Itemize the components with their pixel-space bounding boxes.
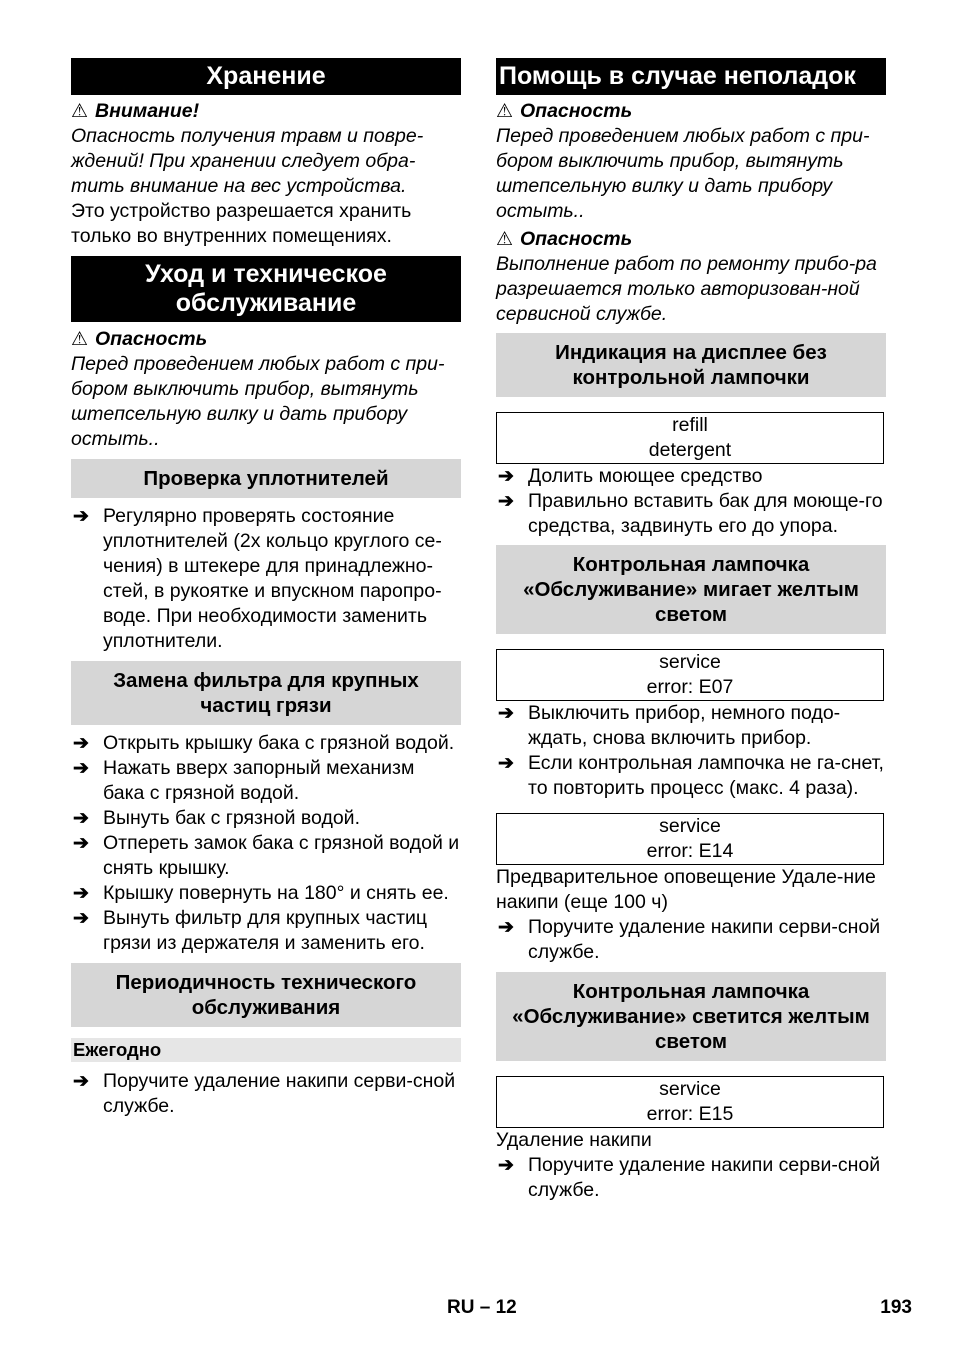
display-line: service [659,815,721,837]
care-warning-text: Перед проведением любых работ с при-бором выключить прибор, вытянуть штепсельную вилку и дать прибору остыть.. [71,353,445,450]
arrow-right-icon: ➔ [73,506,89,527]
box1-list [496,464,886,539]
list-item: ➔ Выключить прибор, немного подо-ждать, снова включить прибор. [498,702,841,749]
list-item: ➔ Поручите удаление накипи серви-сной службе. [73,1070,456,1117]
box4-text: Удаление накипи [496,1129,652,1151]
care-warning-label: Опасность [95,328,208,350]
arrow-right-icon: ➔ [498,1155,514,1176]
arrow-right-icon: ➔ [73,808,89,829]
list-item: ➔ Если контрольная лампочка не га-снет, то повторить процесс (макс. 4 раза). [498,752,884,799]
box2-list [496,701,886,801]
blink-heading: Контрольная лампочка «Обслуживание» мигает желтым светом [496,545,886,634]
page-number: 193 [880,1297,912,1318]
arrow-right-icon: ➔ [498,491,514,512]
arrow-right-icon: ➔ [498,703,514,724]
box3-text: Предварительное оповещение Удале-ние накипи (еще 100 ч) [496,866,876,913]
yearly-list [71,1069,461,1119]
list-item: ➔ Вынуть бак с грязной водой. [73,807,360,829]
arrow-right-icon: ➔ [73,908,89,929]
display-line: error: E15 [646,1103,734,1125]
display-line: error: E14 [646,840,734,862]
lit-heading: Контрольная лампочка «Обслуживание» светится желтым светом [496,972,886,1061]
danger2-label: Опасность [520,228,633,250]
help-heading: Помощь в случае неполадок [496,58,886,95]
danger2-text: Выполнение работ по ремонту прибо-ра разрешается только авторизован-ной сервисной службе. [496,253,877,325]
storage-warning [71,99,461,124]
warning-triangle-icon: ⚠ [496,101,514,122]
warning-triangle-icon: ⚠ [71,101,89,122]
arrow-right-icon: ➔ [73,833,89,854]
storage-heading: Хранение [71,58,461,95]
arrow-right-icon: ➔ [73,1071,89,1092]
interval-heading: Периодичность технического обслуживания [71,963,461,1027]
display-line: service [659,651,721,673]
arrow-right-icon: ➔ [73,733,89,754]
display-message-box [496,649,884,701]
display-line: refill [672,414,708,436]
arrow-right-icon: ➔ [73,758,89,779]
arrow-right-icon: ➔ [498,466,514,487]
arrow-right-icon: ➔ [498,753,514,774]
section-page-label: RU – 12 [447,1297,517,1318]
storage-text: Это устройство разрешается хранить только во внутренних помещениях. [71,200,412,247]
box4-list [496,1153,886,1203]
list-item: ➔ Отпереть замок бака с грязной водой и снять крышку. [73,832,460,879]
warning-triangle-icon: ⚠ [71,329,89,350]
display-line: error: E07 [646,676,734,698]
care-heading: Уход и техническое обслуживание [71,256,461,322]
warning-triangle-icon: ⚠ [496,229,514,250]
yearly-subheading: Ежегодно [71,1038,461,1062]
list-item: ➔ Крышку повернуть на 180° и снять ее. [73,882,449,904]
list-item: ➔ Долить моющее средство [498,465,763,487]
list-item: ➔ Регулярно проверять состояние уплотнителей (2x кольцо круглого се-чения) в штекере для принадлежно-стей, в рукоятке и впускном паропро-воде. При необходимости заменить уплотнители. [73,505,442,652]
arrow-right-icon: ➔ [73,883,89,904]
display-message-box [496,1076,884,1128]
display-line: detergent [648,439,732,461]
danger1-text: Перед проведением любых работ с при-бором выключить прибор, вытянуть штепсельную вилку и дать прибору остыть.. [496,125,870,222]
display-message-box [496,813,884,865]
left-column [71,58,461,1119]
storage-warning-label: Внимание! [95,100,200,122]
filter-heading: Замена фильтра для крупных частиц грязи [71,661,461,725]
list-item: ➔ Открыть крышку бака с грязной водой. [73,732,455,754]
arrow-right-icon: ➔ [498,917,514,938]
care-warning [71,327,461,352]
danger1-label: Опасность [520,100,633,122]
display-heading: Индикация на дисплее без контрольной лампочки [496,333,886,397]
seals-list [71,504,461,654]
list-item: ➔ Вынуть фильтр для крупных частиц грязи из держателя и заменить его. [73,907,428,954]
display-message-box [496,412,884,464]
danger2 [496,227,886,252]
list-item: ➔ Поручите удаление накипи серви-сной службе. [498,1154,881,1201]
danger1 [496,99,886,124]
seals-heading: Проверка уплотнителей [71,459,461,498]
list-item: ➔ Нажать вверх запорный механизм бака с грязной водой. [73,757,415,804]
filter-list [71,731,461,956]
right-column [496,58,886,1203]
list-item: ➔ Поручите удаление накипи серви-сной службе. [498,916,881,963]
storage-warning-text: Опасность получения травм и повре-ждений! При хранении следует обра-тить внимание на вес устройства. [71,125,424,197]
list-item: ➔ Правильно вставить бак для моюще-го средства, задвинуть его до упора. [498,490,883,537]
display-line: service [659,1078,721,1100]
box3-list [496,915,886,965]
